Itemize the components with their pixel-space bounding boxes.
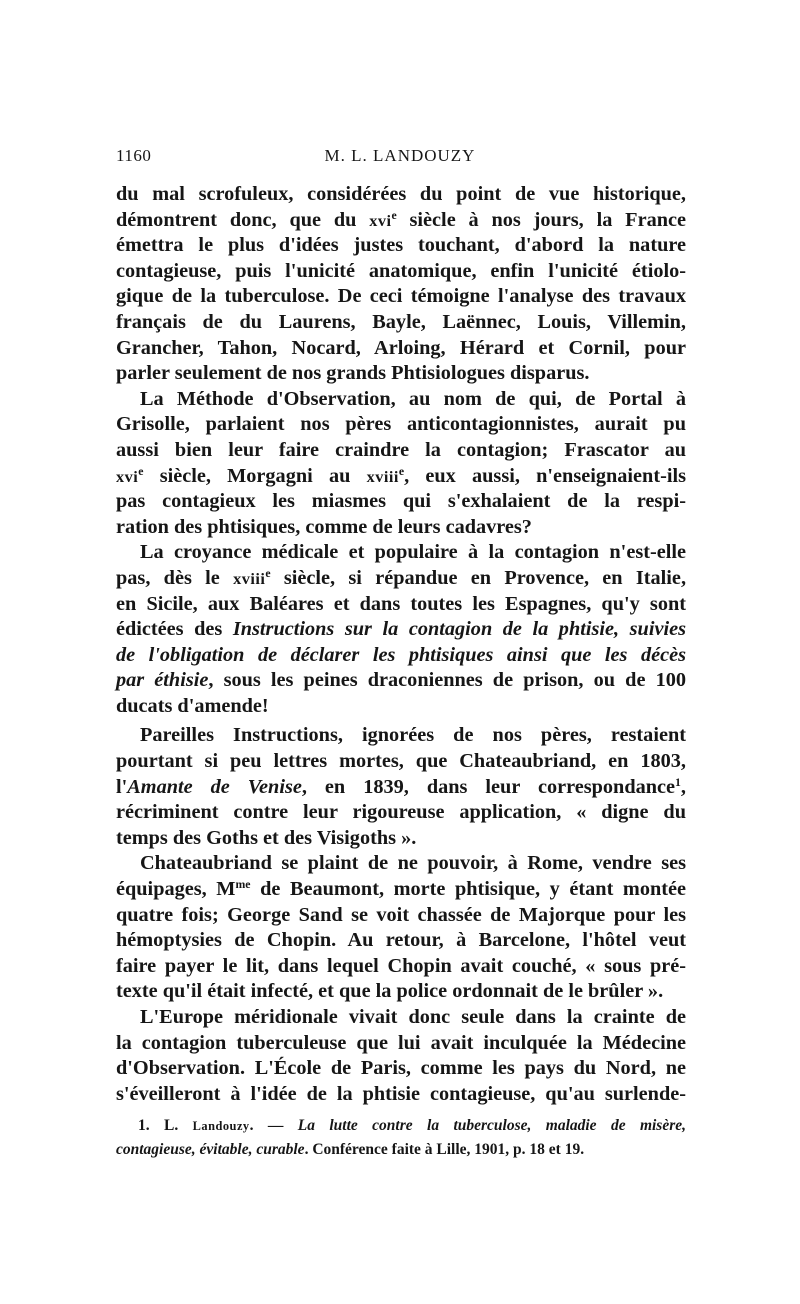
text-line: gique de la tuberculose. De ceci témoigne l'analyse des travaux	[116, 285, 686, 308]
text-line: de l'obligation de déclarer les phtisiques ainsi que les décès	[116, 643, 686, 666]
text-line: par éthisie, sous les peines draconiennes de prison, ou de 100	[116, 669, 686, 692]
text-line: pas, dès le xviii$^e$ siècle, si répandue en Provence, en Italie,	[116, 566, 687, 589]
text-line: équipages, $M^{me}$ de Beaumont, morte phtisique, y étant montée	[116, 877, 686, 901]
text-line: en Sicile, aux Baléares et dans toutes les Espagnes, qu'y sont	[116, 592, 686, 615]
text-line: s'éveilleront à l'idée de la phtisie contagieuse, qu'au surlende-	[116, 1082, 686, 1105]
text-line: aussi bien leur faire craindre la contagion; Frascator au	[116, 438, 686, 461]
text-line: démontrent donc, que du xvi$^e$ siècle à nos jours, la France	[116, 208, 686, 231]
page-number: 1160	[116, 146, 152, 165]
text-line: ducats d'amende!	[116, 694, 269, 717]
text-line: la contagion tuberculeuse que lui avait inculquée la Médecine	[116, 1031, 686, 1054]
paragraph-start: La Méthode d'Observation, au nom de qui, de Portal à	[140, 387, 686, 410]
text-line: quatre fois; George Sand se voit chassée de Majorque pour les	[116, 903, 686, 926]
text-line: français de du Laurens, Bayle, Laënnec, Louis, Villemin,	[116, 310, 686, 333]
paragraph-start: Pareilles Instructions, ignorées de nos pères, restaient	[140, 724, 686, 747]
text-line: pourtant si peu lettres mortes, que Chateaubriand, en 1803,	[116, 750, 686, 773]
text-line: Grisolle, parlaient nos pères anticontagionnistes, aurait pu	[116, 413, 686, 436]
text-line: ration des phtisiques, comme de leurs cadavres?	[116, 515, 532, 538]
footnote	[116, 1114, 686, 1161]
text-line: l'Amante de Venise, en 1839, dans leur correspondance$^1$,	[116, 775, 686, 798]
running-head	[116, 146, 684, 172]
text-line: hémoptysies de Chopin. Au retour, à Barcelone, l'hôtel veut	[116, 929, 686, 952]
footnote-ref: 1	[675, 775, 681, 789]
text-line: pas contagieux les miasmes qui s'exhalaient de la respi-	[116, 490, 686, 513]
text-line: du mal scrofuleux, considérées du point de vue historique,	[116, 183, 686, 205]
text-line: xvi$^e$ siècle, Morgagni au xviii$^e$, eux aussi, n'enseignaient-ils	[116, 464, 686, 487]
paragraph-start: La croyance médicale et populaire à la contagion n'est-elle	[140, 541, 686, 564]
footnote-line: 1. L. Landouzy. — La lutte contre la tuberculose, maladie de misère,	[138, 1117, 687, 1134]
text-line: Grancher, Tahon, Nocard, Arloing, Hérard et Cornil, pour	[116, 336, 686, 359]
running-title: M. L. LANDOUZY	[324, 146, 476, 165]
text-line: émettra le plus d'idées justes touchant, d'abord la nature	[116, 234, 686, 257]
text-line: d'Observation. L'École de Paris, comme les pays du Nord, ne	[116, 1057, 686, 1080]
body-text	[116, 182, 686, 1107]
text-line: édictées des Instructions sur la contagion de la phtisie, suivies	[116, 618, 686, 641]
text-line: texte qu'il était infecté, et que la police ordonnait de le brûler ».	[116, 980, 664, 1003]
text-line: temps des Goths et des Visigoths ».	[116, 826, 417, 849]
text-line: récriminent contre leur rigoureuse application, « digne du	[116, 801, 686, 824]
paragraph-start: Chateaubriand se plaint de ne pouvoir, à Rome, vendre ses	[140, 852, 686, 875]
footnote-line: contagieuse, évitable, curable. Conférence faite à Lille, 1901, p. 18 et 19.	[116, 1141, 585, 1158]
text-line: parler seulement de nos grands Phtisiologues disparus.	[116, 362, 590, 385]
paragraph-start: L'Europe méridionale vivait donc seule dans la crainte de	[140, 1006, 686, 1028]
text-line: faire payer le lit, dans lequel Chopin avait couché, « sous pré-	[116, 954, 686, 977]
text-line: contagieuse, puis l'unicité anatomique, enfin l'unicité étiolo-	[116, 259, 686, 282]
